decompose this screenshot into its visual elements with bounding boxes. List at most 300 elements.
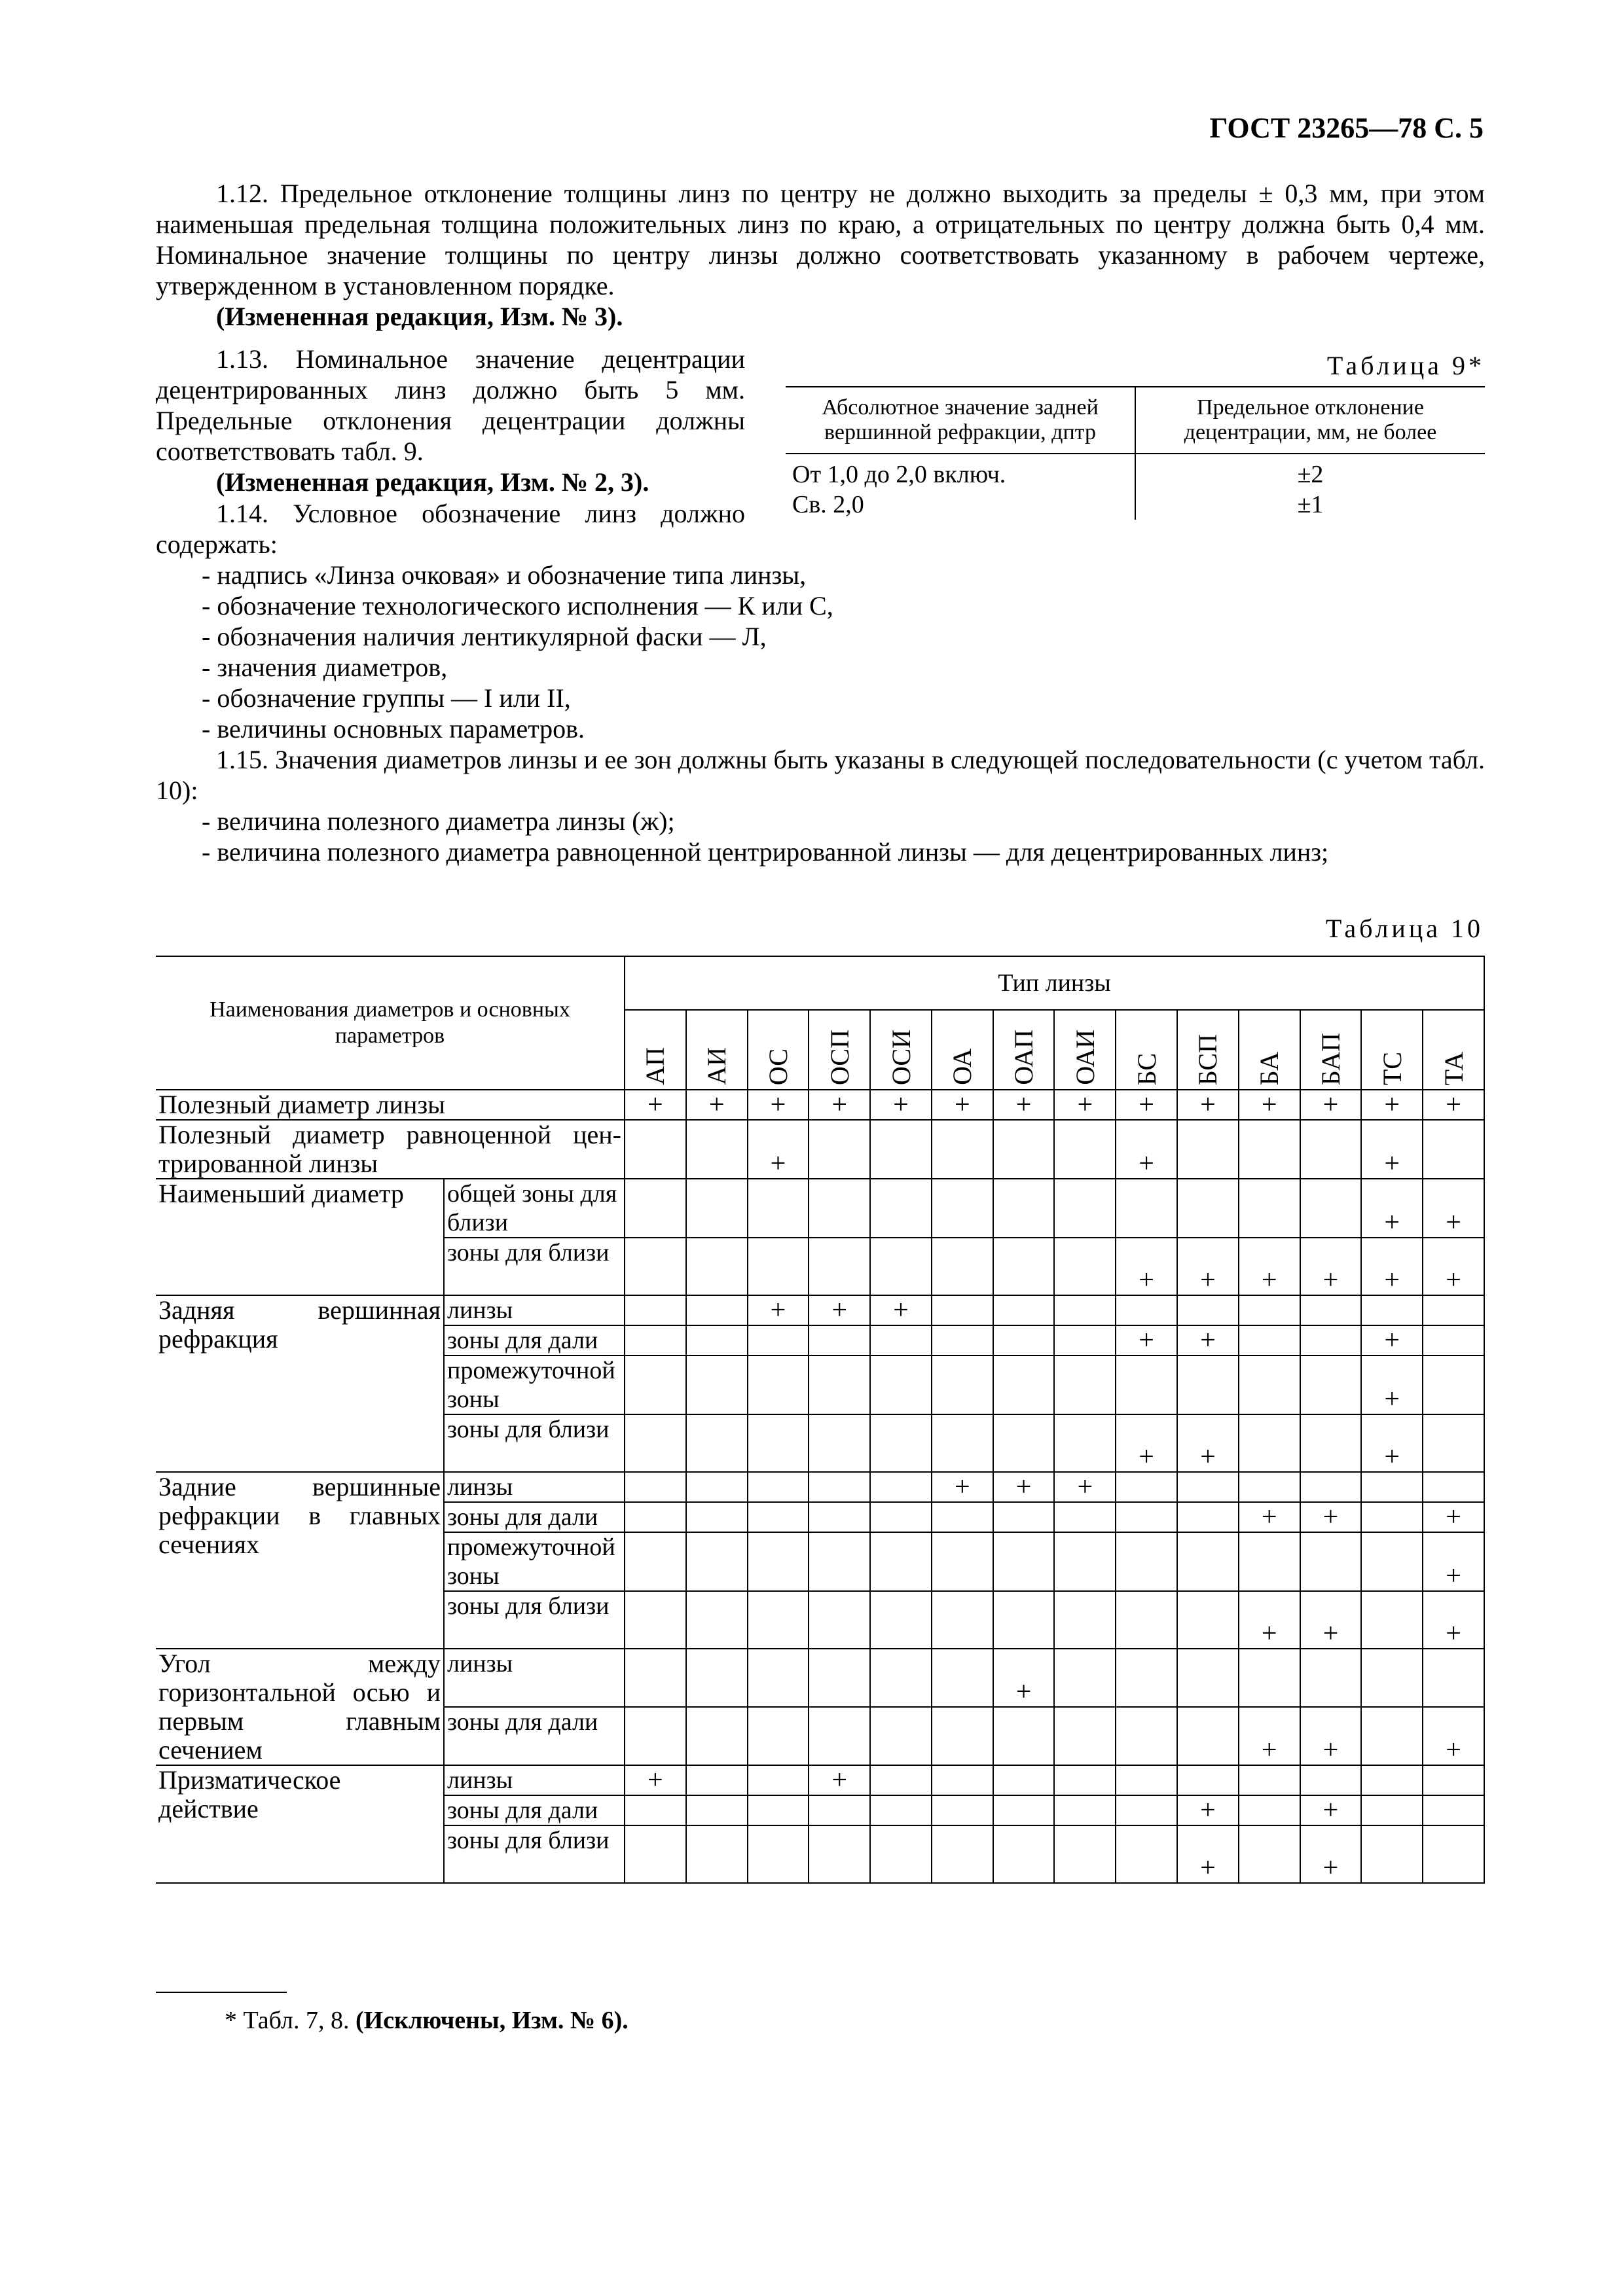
- mark-cell: [932, 1707, 993, 1765]
- mark-cell: +: [1423, 1238, 1484, 1295]
- mark-cell: [932, 1355, 993, 1414]
- mark-cell: +: [1423, 1502, 1484, 1532]
- mark-cell: +: [1177, 1238, 1239, 1295]
- row-group-name: Угол между горизонтальной осью и первым главным сечением: [156, 1649, 444, 1765]
- footnote-ref: * Табл. 7, 8.: [225, 2007, 350, 2034]
- mark-cell: [625, 1414, 686, 1472]
- mark-cell: [625, 1649, 686, 1707]
- mark-cell: [1177, 1295, 1239, 1325]
- mark-cell: [870, 1238, 932, 1295]
- list-item: - величина полезного диаметра равноценной центрированной линзы — для децентрированных линз;: [202, 837, 1329, 867]
- table-10-type-label: ОАИ: [1070, 1030, 1100, 1085]
- mark-cell: +: [1361, 1238, 1423, 1295]
- mark-cell: +: [993, 1472, 1055, 1502]
- table-row: [156, 1765, 1484, 1795]
- table-row: [156, 1472, 1484, 1502]
- mark-cell: +: [1361, 1120, 1423, 1179]
- table-10-type-label: ОА: [947, 1049, 977, 1085]
- table-row: [156, 1120, 1484, 1179]
- mark-cell: [748, 1179, 809, 1238]
- mark-cell: [1054, 1502, 1116, 1532]
- mark-cell: [993, 1295, 1055, 1325]
- mark-cell: +: [686, 1090, 748, 1120]
- table-9-header-deviation: Предельное отклонение децентрации, мм, не более: [1135, 387, 1485, 454]
- body-text: [156, 178, 1485, 332]
- mark-cell: +: [748, 1295, 809, 1325]
- mark-cell: [809, 1238, 870, 1295]
- mark-cell: [809, 1120, 870, 1179]
- mark-cell: [870, 1355, 932, 1414]
- mark-cell: [1177, 1707, 1239, 1765]
- mark-cell: [1239, 1120, 1300, 1179]
- table-10-type-label: БСП: [1193, 1033, 1223, 1085]
- mark-cell: [748, 1502, 809, 1532]
- mark-cell: [748, 1472, 809, 1502]
- table-row: [156, 1090, 1484, 1120]
- mark-cell: [1239, 1765, 1300, 1795]
- mark-cell: [1361, 1707, 1423, 1765]
- mark-cell: [1239, 1532, 1300, 1591]
- mark-cell: [686, 1591, 748, 1649]
- mark-cell: [870, 1472, 932, 1502]
- mark-cell: [1361, 1795, 1423, 1825]
- mark-cell: [625, 1591, 686, 1649]
- row-name: Полезный диаметр равноценной цен- трированной линзы: [156, 1120, 625, 1179]
- mark-cell: [625, 1472, 686, 1502]
- mark-cell: [932, 1120, 993, 1179]
- table-10-type-3: [748, 1010, 809, 1090]
- mark-cell: [932, 1502, 993, 1532]
- mark-cell: [1423, 1795, 1484, 1825]
- footnote-divider: [156, 1992, 287, 1993]
- mark-cell: [809, 1591, 870, 1649]
- mark-cell: +: [625, 1765, 686, 1795]
- mark-cell: [993, 1355, 1055, 1414]
- mark-cell: [1116, 1295, 1177, 1325]
- mark-cell: [686, 1795, 748, 1825]
- mark-cell: [1423, 1355, 1484, 1414]
- mark-cell: [1361, 1472, 1423, 1502]
- mark-cell: +: [1177, 1414, 1239, 1472]
- mark-cell: [1300, 1765, 1362, 1795]
- mark-cell: [1300, 1414, 1362, 1472]
- mark-cell: +: [1361, 1414, 1423, 1472]
- mark-cell: [809, 1325, 870, 1355]
- mark-cell: +: [1116, 1325, 1177, 1355]
- mark-cell: [1361, 1502, 1423, 1532]
- mark-cell: [993, 1825, 1055, 1883]
- mark-cell: [748, 1355, 809, 1414]
- mark-cell: [686, 1325, 748, 1355]
- mark-cell: [1116, 1502, 1177, 1532]
- mark-cell: [686, 1707, 748, 1765]
- mark-cell: [686, 1502, 748, 1532]
- mark-cell: +: [1239, 1090, 1300, 1120]
- mark-cell: [686, 1649, 748, 1707]
- mark-cell: +: [1054, 1090, 1116, 1120]
- mark-cell: [1116, 1532, 1177, 1591]
- table-10-type-label: ОС: [763, 1048, 793, 1085]
- mark-cell: [1054, 1765, 1116, 1795]
- mark-cell: +: [1116, 1238, 1177, 1295]
- mark-cell: [1300, 1355, 1362, 1414]
- mark-cell: +: [870, 1090, 932, 1120]
- table-row: [156, 1179, 1484, 1238]
- row-sub-name: зоны для дали: [444, 1325, 625, 1355]
- mark-cell: [1054, 1179, 1116, 1238]
- mark-cell: [1116, 1765, 1177, 1795]
- table-10-type-label: БС: [1131, 1052, 1161, 1085]
- mark-cell: [809, 1707, 870, 1765]
- table-10-type-14: [1423, 1010, 1484, 1090]
- row-sub-name: линзы: [444, 1765, 625, 1795]
- table-10-type-1: [625, 1010, 686, 1090]
- mark-cell: +: [748, 1090, 809, 1120]
- mark-cell: [1300, 1532, 1362, 1591]
- mark-cell: [1239, 1472, 1300, 1502]
- mark-cell: [625, 1532, 686, 1591]
- mark-cell: [1423, 1825, 1484, 1883]
- table-10-type-8: [1054, 1010, 1116, 1090]
- table-10-type-9: [1116, 1010, 1177, 1090]
- mark-cell: [1177, 1502, 1239, 1532]
- table-10-header-type: Тип линзы: [625, 956, 1484, 1010]
- mark-cell: [809, 1179, 870, 1238]
- row-sub-name: зоны для близи: [444, 1238, 625, 1295]
- mark-cell: [625, 1502, 686, 1532]
- mark-cell: [1239, 1795, 1300, 1825]
- mark-cell: +: [993, 1649, 1055, 1707]
- paragraph-1-12: 1.12. Предельное отклонение толщины линз по центру не должно выходить за пределы ± 0,3 мм, при этом наименьшая предельная толщина положительных линз по краю, а отрицательных по центру должна быть 0,4 мм. Номинальное значение толщины по центру линзы должно соответствовать указанному в рабочем чертеже, утвержденном в установленном порядке.: [156, 179, 1485, 300]
- table-10-type-label: БАП: [1315, 1032, 1345, 1085]
- mark-cell: [932, 1649, 993, 1707]
- mark-cell: [686, 1238, 748, 1295]
- mark-cell: [1300, 1325, 1362, 1355]
- page-header: ГОСТ 23265—78 С. 5: [1209, 112, 1484, 144]
- mark-cell: +: [1361, 1325, 1423, 1355]
- table-10-type-label: АП: [640, 1047, 670, 1085]
- mark-cell: [1361, 1765, 1423, 1795]
- mark-cell: +: [1239, 1707, 1300, 1765]
- row-sub-name: зоны для дали: [444, 1795, 625, 1825]
- mark-cell: +: [1361, 1090, 1423, 1120]
- mark-cell: [1177, 1591, 1239, 1649]
- mark-cell: +: [1423, 1591, 1484, 1649]
- mark-cell: [625, 1120, 686, 1179]
- mark-cell: [1177, 1765, 1239, 1795]
- mark-cell: +: [1361, 1355, 1423, 1414]
- mark-cell: [932, 1238, 993, 1295]
- mark-cell: [686, 1120, 748, 1179]
- mark-cell: [1116, 1649, 1177, 1707]
- mark-cell: [993, 1325, 1055, 1355]
- mark-cell: [993, 1120, 1055, 1179]
- mark-cell: [1054, 1795, 1116, 1825]
- mark-cell: +: [870, 1295, 932, 1325]
- mark-cell: [870, 1649, 932, 1707]
- mark-cell: [1177, 1120, 1239, 1179]
- mark-cell: +: [1177, 1325, 1239, 1355]
- mark-cell: [686, 1179, 748, 1238]
- table-10-type-label: ОСИ: [886, 1030, 916, 1085]
- mark-cell: [625, 1295, 686, 1325]
- paragraph-block-1-13: [156, 344, 745, 497]
- mark-cell: +: [1177, 1795, 1239, 1825]
- mark-cell: +: [809, 1765, 870, 1795]
- mark-cell: [1239, 1325, 1300, 1355]
- mark-cell: [748, 1532, 809, 1591]
- table-row: [156, 1295, 1484, 1325]
- mark-cell: [625, 1325, 686, 1355]
- row-group-name: Задние вершинные рефракции в главных сечениях: [156, 1472, 444, 1649]
- amendment-note-3: (Измененная редакция, Изм. № 3).: [216, 302, 623, 331]
- mark-cell: [870, 1414, 932, 1472]
- mark-cell: [625, 1707, 686, 1765]
- row-sub-name: промежуточной зоны: [444, 1355, 625, 1414]
- mark-cell: [870, 1120, 932, 1179]
- mark-cell: [1116, 1591, 1177, 1649]
- mark-cell: [686, 1532, 748, 1591]
- mark-cell: [1361, 1295, 1423, 1325]
- mark-cell: [1239, 1649, 1300, 1707]
- footnote-amendment: (Исключены, Изм. № 6).: [349, 2007, 629, 2034]
- mark-cell: [1054, 1414, 1116, 1472]
- mark-cell: [932, 1591, 993, 1649]
- mark-cell: +: [932, 1472, 993, 1502]
- mark-cell: [1054, 1707, 1116, 1765]
- mark-cell: +: [1300, 1707, 1362, 1765]
- list-1-15: [156, 806, 1485, 867]
- mark-cell: +: [1300, 1795, 1362, 1825]
- mark-cell: [1177, 1472, 1239, 1502]
- table-10-type-label: ОСП: [824, 1030, 854, 1085]
- mark-cell: [993, 1532, 1055, 1591]
- mark-cell: +: [1423, 1090, 1484, 1120]
- mark-cell: [932, 1765, 993, 1795]
- mark-cell: [1177, 1649, 1239, 1707]
- mark-cell: [1361, 1591, 1423, 1649]
- mark-cell: [1239, 1825, 1300, 1883]
- mark-cell: [809, 1795, 870, 1825]
- row-sub-name: зоны для близи: [444, 1414, 625, 1472]
- mark-cell: [1054, 1532, 1116, 1591]
- mark-cell: [1300, 1472, 1362, 1502]
- table-10-type-7: [993, 1010, 1055, 1090]
- row-group-name: Задняя вершинная рефракция: [156, 1295, 444, 1472]
- mark-cell: +: [1177, 1825, 1239, 1883]
- table-10-caption: Таблица 10: [1325, 914, 1484, 943]
- mark-cell: [1239, 1355, 1300, 1414]
- mark-cell: +: [1116, 1090, 1177, 1120]
- row-sub-name: линзы: [444, 1472, 625, 1502]
- row-sub-name: линзы: [444, 1649, 625, 1707]
- mark-cell: [1239, 1414, 1300, 1472]
- paragraph-1-15: 1.15. Значения диаметров линзы и ее зон должны быть указаны в следующей последовательности (с учетом табл. 10):: [156, 745, 1485, 805]
- mark-cell: [870, 1825, 932, 1883]
- mark-cell: [686, 1765, 748, 1795]
- mark-cell: [809, 1355, 870, 1414]
- mark-cell: [870, 1325, 932, 1355]
- row-sub-name: зоны для дали: [444, 1502, 625, 1532]
- mark-cell: [748, 1825, 809, 1883]
- list-item: - обозначение группы — I или II,: [202, 683, 571, 713]
- mark-cell: [1054, 1649, 1116, 1707]
- table-9-cell: Св. 2,0: [792, 491, 864, 518]
- mark-cell: [870, 1179, 932, 1238]
- mark-cell: [1054, 1238, 1116, 1295]
- mark-cell: [993, 1707, 1055, 1765]
- paragraph-block-1-14: [156, 498, 1485, 867]
- mark-cell: [932, 1532, 993, 1591]
- mark-cell: [1300, 1179, 1362, 1238]
- row-sub-name: зоны для дали: [444, 1707, 625, 1765]
- mark-cell: [625, 1795, 686, 1825]
- mark-cell: [809, 1649, 870, 1707]
- mark-cell: [809, 1825, 870, 1883]
- mark-cell: +: [1300, 1825, 1362, 1883]
- mark-cell: [1116, 1179, 1177, 1238]
- mark-cell: [993, 1238, 1055, 1295]
- mark-cell: [625, 1238, 686, 1295]
- list-item: - надпись «Линза очковая» и обозначение типа линзы,: [202, 560, 807, 590]
- mark-cell: [932, 1325, 993, 1355]
- row-sub-name: промежуточной зоны: [444, 1532, 625, 1591]
- mark-cell: [686, 1295, 748, 1325]
- mark-cell: [1116, 1825, 1177, 1883]
- mark-cell: [932, 1295, 993, 1325]
- mark-cell: [993, 1795, 1055, 1825]
- mark-cell: [870, 1765, 932, 1795]
- table-9-header-refraction: Абсолютное значение задней вершинной рефракции, дптр: [786, 387, 1135, 454]
- mark-cell: [1423, 1414, 1484, 1472]
- table-10-type-10: [1177, 1010, 1239, 1090]
- mark-cell: [748, 1591, 809, 1649]
- mark-cell: [748, 1707, 809, 1765]
- mark-cell: [1177, 1532, 1239, 1591]
- mark-cell: [1054, 1591, 1116, 1649]
- mark-cell: [1054, 1355, 1116, 1414]
- mark-cell: [809, 1502, 870, 1532]
- table-9: [786, 350, 1485, 520]
- paragraph-1-14: 1.14. Условное обозначение линз должно содержать:: [156, 499, 745, 559]
- mark-cell: +: [1300, 1591, 1362, 1649]
- mark-cell: [748, 1414, 809, 1472]
- mark-cell: [932, 1825, 993, 1883]
- mark-cell: [1116, 1707, 1177, 1765]
- table-10-type-6: [932, 1010, 993, 1090]
- row-sub-name: зоны для близи: [444, 1825, 625, 1883]
- mark-cell: +: [809, 1090, 870, 1120]
- row-group-name: Наименьший диаметр: [156, 1179, 444, 1295]
- table-9-grid: [786, 386, 1485, 520]
- list-item: - обозначения наличия лентикулярной фаски — Л,: [202, 622, 767, 651]
- mark-cell: +: [1116, 1414, 1177, 1472]
- list-item: - обозначение технологического исполнения — К или С,: [202, 591, 833, 620]
- mark-cell: +: [993, 1090, 1055, 1120]
- mark-cell: +: [1239, 1591, 1300, 1649]
- mark-cell: [748, 1325, 809, 1355]
- table-10-type-11: [1239, 1010, 1300, 1090]
- mark-cell: [932, 1179, 993, 1238]
- list-item: - значения диаметров,: [202, 653, 448, 682]
- mark-cell: [870, 1532, 932, 1591]
- amendment-note-2-3: (Измененная редакция, Изм. № 2, 3).: [216, 467, 649, 497]
- table-10-type-12: [1300, 1010, 1362, 1090]
- mark-cell: [748, 1795, 809, 1825]
- row-group-name: Призматическое действие: [156, 1765, 444, 1883]
- mark-cell: [1054, 1120, 1116, 1179]
- mark-cell: [870, 1707, 932, 1765]
- table-9-caption: Таблица 9*: [1326, 351, 1485, 380]
- mark-cell: [1300, 1649, 1362, 1707]
- mark-cell: [870, 1795, 932, 1825]
- table-10-header-name: Наименования диаметров и основных параметров: [156, 956, 625, 1090]
- mark-cell: +: [1361, 1179, 1423, 1238]
- mark-cell: [686, 1472, 748, 1502]
- mark-cell: [1177, 1355, 1239, 1414]
- mark-cell: +: [1239, 1238, 1300, 1295]
- mark-cell: +: [748, 1120, 809, 1179]
- table-row: [156, 1649, 1484, 1707]
- mark-cell: [993, 1414, 1055, 1472]
- row-sub-name: зоны для близи: [444, 1591, 625, 1649]
- mark-cell: [1116, 1472, 1177, 1502]
- mark-cell: [1423, 1649, 1484, 1707]
- mark-cell: +: [1423, 1179, 1484, 1238]
- mark-cell: +: [1300, 1502, 1362, 1532]
- mark-cell: [1300, 1120, 1362, 1179]
- mark-cell: [625, 1179, 686, 1238]
- mark-cell: [686, 1414, 748, 1472]
- mark-cell: [748, 1238, 809, 1295]
- table-10-type-label: ТА: [1438, 1051, 1468, 1085]
- mark-cell: +: [809, 1295, 870, 1325]
- mark-cell: [809, 1414, 870, 1472]
- list-item: - величины основных параметров.: [202, 714, 585, 744]
- table-9-cell: От 1,0 до 2,0 включ.: [792, 461, 1006, 488]
- table-10-type-4: [809, 1010, 870, 1090]
- mark-cell: [1054, 1325, 1116, 1355]
- mark-cell: [686, 1825, 748, 1883]
- mark-cell: [1361, 1825, 1423, 1883]
- mark-cell: [1054, 1825, 1116, 1883]
- mark-cell: [870, 1502, 932, 1532]
- table-10: [156, 956, 1485, 1884]
- mark-cell: [1054, 1295, 1116, 1325]
- mark-cell: [932, 1795, 993, 1825]
- mark-cell: [1423, 1325, 1484, 1355]
- mark-cell: [1116, 1795, 1177, 1825]
- mark-cell: [1239, 1295, 1300, 1325]
- mark-cell: +: [1423, 1707, 1484, 1765]
- mark-cell: [993, 1502, 1055, 1532]
- row-name: Полезный диаметр линзы: [156, 1090, 625, 1120]
- table-10-type-label: ОАП: [1009, 1030, 1039, 1085]
- mark-cell: [1300, 1295, 1362, 1325]
- mark-cell: [932, 1414, 993, 1472]
- row-sub-name: общей зоны для близи: [444, 1179, 625, 1238]
- mark-cell: +: [1177, 1090, 1239, 1120]
- mark-cell: +: [1116, 1120, 1177, 1179]
- table-10-type-label: БА: [1254, 1051, 1285, 1085]
- mark-cell: +: [1300, 1090, 1362, 1120]
- table-9-cell: ±1: [1135, 490, 1485, 520]
- table-10-type-label: ТС: [1377, 1051, 1407, 1085]
- mark-cell: [870, 1591, 932, 1649]
- mark-cell: +: [625, 1090, 686, 1120]
- table-10-type-13: [1361, 1010, 1423, 1090]
- mark-cell: [1361, 1532, 1423, 1591]
